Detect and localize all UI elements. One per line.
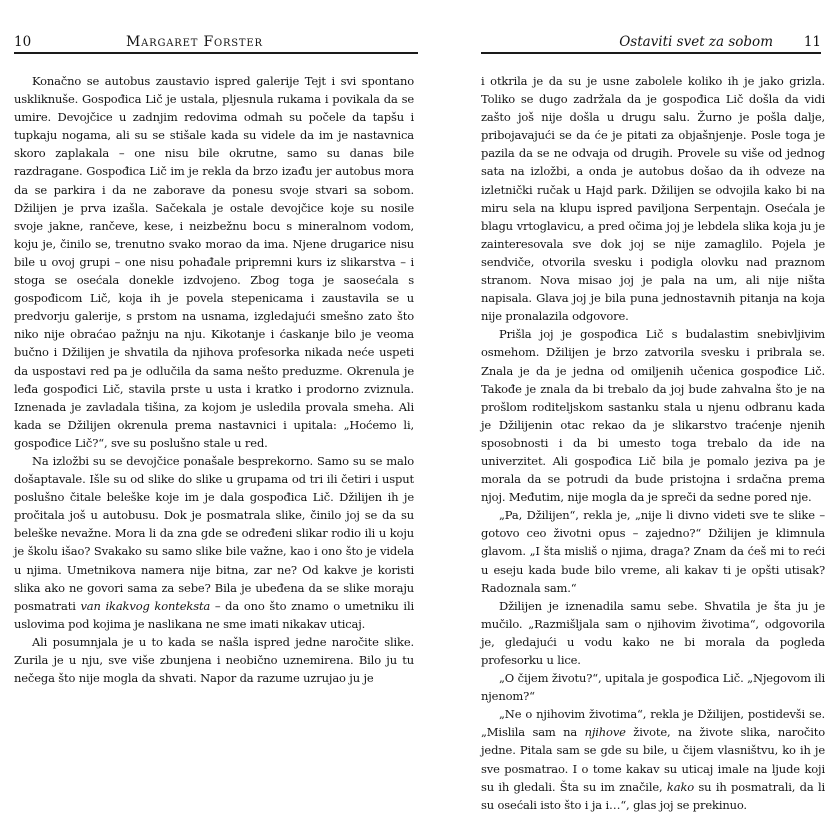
right-page-header xyxy=(481,33,821,51)
italic-text: njihove xyxy=(584,725,626,740)
paragraph: „Pa, Džilijen“, rekla je, „nije li divno videti sve te slike – gotovo ceo životni opus – zajedno?“ Džilijen je klimnula glavom. „I šta misliš o njima, draga? Znam da ćeš mi to reći u eseju kada bude bilo vreme, ali kakav ti je opšti utisak? Radoznala sam.“ xyxy=(481,508,825,595)
italic-text: van ikakvog konteksta xyxy=(80,598,211,613)
paragraph: Na izložbi su se devojčice ponašale besprekorno. Samo su se malo došaptavale. Išle su od slike do slike u grupama od tri ili četiri i usput poslušno čitale beleške koje im je dala gospođica Lič. Džilijen ih je pročitala još u autobusu. Dok je posmatrala slike, činilo joj se da su beleške nevažne. Mora li da zna gde se određeni slikar rodio ili u koju je školu išao? Svakako su samo slike bile važne, kao i ono što je videla u njima. Umetnikova namera nije bitna, zar ne? Od kakve je koristi slika ako ne govori sama za sebe? Bila je ubeđena da se slike moraju posmatrati van ikakvog konteksta – da ono što znamo o umetniku ili uslovima pod kojima je naslikana ne sme imati nikakav uticaj. xyxy=(14,453,414,631)
header-rule xyxy=(481,52,821,54)
italic-text: kako xyxy=(666,779,695,794)
paragraph: Konačno se autobus zaustavio ispred galerije Tejt i svi spontano uskliknuše. Gospođica Lič je ustala, pljesnula rukama i povikala da se umire. Devojčice u zadnjim redovima odmah su počele da tapšu i tupkaju nogama, ali su se stišale kada su videle da im je nastavnica skoro zaplakala – one nisu bile okrutne, samo su danas bile razdragane. Gospođica Lič im je rekla da brzo izađu jer autobus mora da se parkira i da ne zaborave da ponesu svoje stvari sa sobom. Džilijen je prva izašla. Sačekala je ostale devojčice koje su nosile svoje jakne, rančeve, kese, i neizbežnu bocu s mineralnom vodom, koju je, činilo se, trenutno svako morao da ima. Njene drugarice nisu bile u ovoj grupi – one nisu pohađale pripremni kurs iz slikarstva – i stoga se osećala donekle izdvojeno. Zbog toga je saosećala s gospođicom Lič, koja ih je povela stepenicama i zaustavila se u predvorju galerije, s prstom na usnama, izgledajući smešno zato što niko nije obraćao pažnju na nju. Kikotanje i ćaskanje bilo je veoma bučno i Džilijen je shvatila da njihova profesorka nikada neće uspeti da uspostavi red pa je odlučila da sama nešto preduzme. Okrenula je leđa gospođici Lič, stavila prste u usta i kratko i prodorno zviznula. Iznenada je zavladala tišina, za kojom je usledila provala smeha. Ali kada se Džilijen okrenula prema nastavnici i upitala: „Hoćemo li, gospođice Lič?“, sve su poslušno stale u red. xyxy=(14,74,414,450)
page-number: 11 xyxy=(803,34,821,50)
right-page xyxy=(419,0,837,812)
paragraph: „O čijem životu?“, upitala je gospođica Lič. „Njegovom ili njenom?“ xyxy=(481,671,825,704)
header-rule xyxy=(14,52,418,54)
left-page-body xyxy=(14,72,414,687)
paragraph: Ali posumnjala je u to kada se našla ispred jedne naročite slike. Zurila je u nju, sve više zbunjena i neobično uznemirena. Bilo ju tu nečega što nije mogla da shvati. Napor da razume uzrujao ju je xyxy=(14,634,414,686)
page-number: 10 xyxy=(14,34,32,50)
paragraph: Džilijen je iznenadila samu sebe. Shvatila je šta ju je mučilo. „Razmišljala sam o njihovim životima“, odgovorila je, gledajući u vodu kako ne bi morala da pogleda profesorku u lice. xyxy=(481,598,825,667)
paragraph: i otkrila je da su je usne zabolele koliko ih je jako grizla. Toliko se dugo zadržala da je gospođica Lič došla da vidi zašto još nije došla u drugu salu. Žurno je pošla dalje, pribojavajući se da će je pitati za objašnjenje. Posle toga je pazila da se ne odvaja od drugih. Provele su više od jednog sata na izložbi, a onda je autobus došao da ih odveze na izletnički ručak u Hajd park. Džilijen se odvojila kako bi na miru sela na klupu ispred paviljona Serpentajn. Osećala je blagu vrtoglavicu, a pred očima joj je lebdela slika koja ju je zainteresovala sve dok joj se nije zamaglilo. Pojela je sendviče, otvorila svesku i podigla olovku nad praznom stranom. Nova misao joj je pala na um, ali nije ništa napisala. Glava joj je bila puna jednostavnih pitanja na koja nije pronalazila odgovore. xyxy=(481,74,825,324)
paragraph: Prišla joj je gospođica Lič s budalastim snebivljivim osmehom. Džilijen je brzo zatvorila svesku i pribrala se. Znala je da je jedna od omiljenih učenica gospođice Lič. Takođe je znala da bi trebalo da joj bude zahvalna što je na prošlom roditeljskom sastanku stala u njenu odbranu kada je Džilijenin otac rekao da je slikarstvo traćenje njenih sposobnosti i da bi umesto toga trebalo da ide na univerzitet. Ali gospođica Lič bila je pomalo jeziva pa je morala da se potrudi da bude pristojna i srdačna prema njoj. Međutim, nije mogla da je spreči da sedne pored nje. xyxy=(481,327,825,505)
right-page-body xyxy=(481,72,825,814)
left-page xyxy=(0,0,418,700)
running-title-book: Ostaviti svet za sobom xyxy=(619,34,773,50)
left-page-header xyxy=(14,33,418,51)
paragraph: „Ne o njihovim životima“, rekla je Džilijen, postidevši se. „Mislila sam na njihove živote, na živote slika, naročito jedne. Pitala sam se gde su bile, u čijem vlasništvu, ko ih je sve posmatrao. I o tome kakav su uticaj imale na ljude koji su ih gledali. Šta su im značile, kako su ih posmatrali, da li su osećali isto što i ja i…“, glas joj se prekinuo. xyxy=(481,707,825,812)
running-title-author: Margaret Forster xyxy=(126,34,263,50)
